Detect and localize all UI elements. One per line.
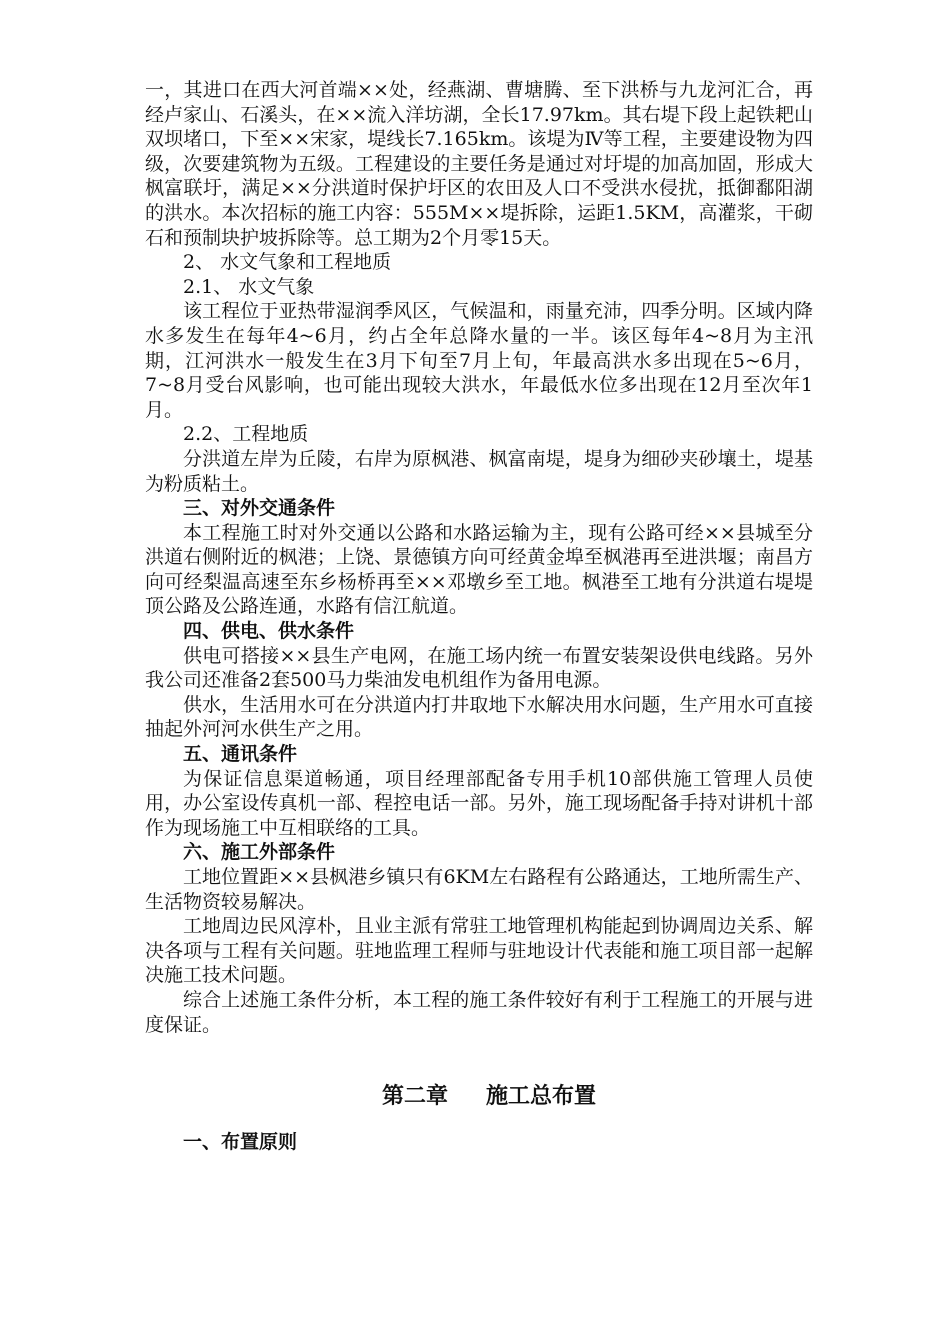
heading-transport: 三、对外交通条件 [183, 497, 336, 520]
paragraph-site-location: 工地位置距××县枫港乡镇只有6KM左右路程有公路通达，工地所需生产、生活物资较易解决。 [145, 866, 813, 913]
heading-hydrology: 2.1、 水文气象 [183, 275, 315, 298]
heading-hydrology-geology: 2、 水文气象和工程地质 [183, 251, 392, 274]
paragraph-transport: 本工程施工时对外交通以公路和水路运输为主，现有公路可经××县城至分洪道右侧附近的枫港；上饶、景德镇方向可经黄金埠至枫港再至进洪堰；南昌方向可经梨温高速至东乡杨桥再至××邓墩乡至工地。枫港至工地有分洪道右堤堤顶公路及公路连通，水路有信江航道。 [145, 521, 813, 618]
heading-layout-principles: 一、布置原则 [183, 1131, 298, 1154]
paragraph-site-surroundings: 工地周边民风淳朴，且业主派有常驻工地管理机构能起到协调周边关系、解决各项与工程有关问题。驻地监理工程师与驻地设计代表能和施工项目部一起解决施工技术问题。 [145, 915, 813, 987]
chapter-name: 施工总布置 [486, 1083, 597, 1110]
paragraph-communication: 为保证信息渠道畅通，项目经理部配备专用手机10部供施工管理人员使用，办公室设传真机一部、程控电话一部。另外，施工现场配备手持对讲机十部作为现场施工中互相联络的工具。 [145, 767, 813, 839]
paragraph-climate: 该工程位于亚热带湿润季风区，气候温和，雨量充沛，四季分明。区域内降水多发生在每年4~6月，约占全年总降水量的一半。该区每年4~8月为主汛期，江河洪水一般发生在3月下旬至7月上旬，年最高洪水多出现在5~6月，7~8月受台风影响，也可能出现较大洪水，年最低水位多出现在12月至次年1月。 [145, 300, 813, 421]
chapter-number: 第二章 [381, 1083, 448, 1110]
heading-external-conditions: 六、施工外部条件 [183, 841, 336, 864]
heading-geology: 2.2、工程地质 [183, 423, 309, 446]
heading-communication: 五、通讯条件 [183, 743, 298, 766]
chapter-title [145, 1082, 813, 1110]
paragraph-river-intro: 一，其进口在西大河首端××处，经燕湖、曹塘腾、至下洪桥与九龙河汇合，再经卢家山、石溪头，在××流入洋坊湖，全长17.97km。其右堤下段上起铁耙山双坝堵口，下至××宋家，堤线长7.165km。该堤为Ⅳ等工程，主要建设物为四级，次要建筑物为五级。工程建设的主要任务是通过对圩堤的加高加固，形成大枫富联圩，满足××分洪道时保护圩区的农田及人口不受洪水侵扰，抵御鄱阳湖的洪水。本次招标的施工内容：555M××堤拆除，运距1.5KM，高灌浆，干砌石和预制块护坡拆除等。总工期为2个月零15天。 [145, 79, 813, 249]
heading-power-water: 四、供电、供水条件 [183, 620, 355, 643]
paragraph-power: 供电可搭接××县生产电网，在施工场内统一布置安装架设供电线路。另外我公司还准备2套500马力柴油发电机组作为备用电源。 [145, 644, 813, 692]
document-page [145, 78, 813, 1155]
paragraph-water: 供水，生活用水可在分洪道内打井取地下水解决用水问题，生产用水可直接抽起外河河水供生产之用。 [145, 693, 813, 741]
paragraph-summary: 综合上述施工条件分析，本工程的施工条件较好有利于工程施工的开展与进度保证。 [145, 988, 813, 1036]
paragraph-geology: 分洪道左岸为丘陵，右岸为原枫港、枫富南堤，堤身为细砂夹砂壤土，堤基为粉质粘土。 [145, 447, 813, 495]
